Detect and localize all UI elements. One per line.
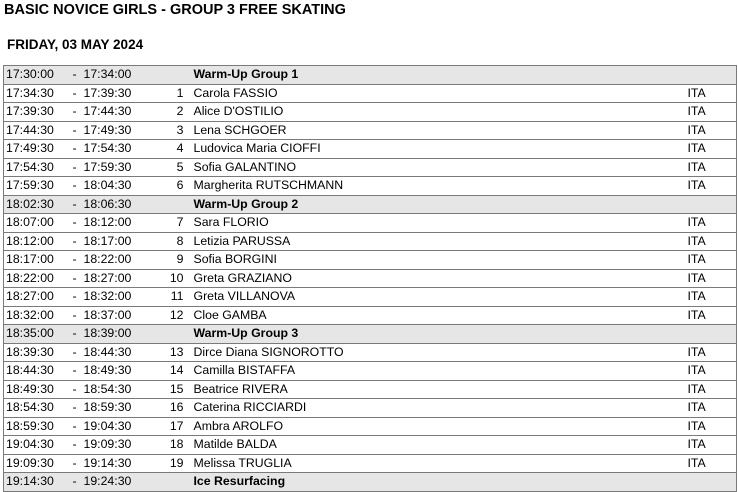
time-separator-cell: -: [68, 473, 82, 492]
schedule-band-row: [4, 66, 737, 85]
end-time-cell: 18:22:00: [82, 251, 164, 270]
start-number-cell: 7: [164, 214, 188, 233]
start-time-cell: 18:59:30: [4, 417, 68, 436]
start-time-cell: 18:35:00: [4, 325, 68, 344]
nation-cell: ITA: [688, 158, 737, 177]
nation-cell: ITA: [688, 121, 737, 140]
end-time-cell: 18:32:00: [82, 288, 164, 307]
skater-name-cell: Beatrice RIVERA: [188, 380, 688, 399]
skater-name-cell: Greta GRAZIANO: [188, 269, 688, 288]
skater-name-cell: Sofia GALANTINO: [188, 158, 688, 177]
time-separator-cell: -: [68, 158, 82, 177]
start-number-cell: [164, 195, 188, 214]
nation-cell: [688, 195, 737, 214]
band-label-cell: Warm-Up Group 3: [188, 325, 688, 344]
nation-cell: ITA: [688, 232, 737, 251]
end-time-cell: 18:27:00: [82, 269, 164, 288]
schedule-row: [4, 454, 737, 473]
end-time-cell: 19:09:30: [82, 436, 164, 455]
start-time-cell: 17:44:30: [4, 121, 68, 140]
time-separator-cell: -: [68, 436, 82, 455]
end-time-cell: 18:04:30: [82, 177, 164, 196]
band-label-cell: Warm-Up Group 1: [188, 66, 688, 85]
time-separator-cell: -: [68, 306, 82, 325]
start-number-cell: 6: [164, 177, 188, 196]
nation-cell: ITA: [688, 251, 737, 270]
end-time-cell: 18:49:30: [82, 362, 164, 381]
nation-cell: ITA: [688, 417, 737, 436]
start-number-cell: [164, 473, 188, 492]
start-number-cell: 18: [164, 436, 188, 455]
end-time-cell: 17:34:00: [82, 66, 164, 85]
start-number-cell: 1: [164, 84, 188, 103]
end-time-cell: 17:59:30: [82, 158, 164, 177]
schedule-row: [4, 343, 737, 362]
event-date: FRIDAY, 03 MAY 2024: [7, 37, 144, 52]
schedule-row: [4, 158, 737, 177]
nation-cell: ITA: [688, 177, 737, 196]
nation-cell: ITA: [688, 454, 737, 473]
start-time-cell: 17:59:30: [4, 177, 68, 196]
schedule-row: [4, 399, 737, 418]
start-time-cell: 18:17:00: [4, 251, 68, 270]
start-time-cell: 17:49:30: [4, 140, 68, 159]
schedule-band-row: [4, 195, 737, 214]
nation-cell: [688, 325, 737, 344]
start-number-cell: 19: [164, 454, 188, 473]
nation-cell: ITA: [688, 84, 737, 103]
schedule-table: [3, 65, 737, 492]
nation-cell: ITA: [688, 269, 737, 288]
start-number-cell: 10: [164, 269, 188, 288]
nation-cell: ITA: [688, 214, 737, 233]
time-separator-cell: -: [68, 269, 82, 288]
start-number-cell: 5: [164, 158, 188, 177]
end-time-cell: 19:14:30: [82, 454, 164, 473]
start-number-cell: 15: [164, 380, 188, 399]
end-time-cell: 18:39:00: [82, 325, 164, 344]
end-time-cell: 19:24:30: [82, 473, 164, 492]
start-time-cell: 18:12:00: [4, 232, 68, 251]
schedule-row: [4, 140, 737, 159]
start-time-cell: 18:39:30: [4, 343, 68, 362]
time-separator-cell: -: [68, 214, 82, 233]
end-time-cell: 18:44:30: [82, 343, 164, 362]
nation-cell: [688, 473, 737, 492]
end-time-cell: 18:12:00: [82, 214, 164, 233]
end-time-cell: 17:49:30: [82, 121, 164, 140]
start-number-cell: 2: [164, 103, 188, 122]
time-separator-cell: -: [68, 343, 82, 362]
start-time-cell: 18:02:30: [4, 195, 68, 214]
start-time-cell: 18:27:00: [4, 288, 68, 307]
time-separator-cell: -: [68, 380, 82, 399]
time-separator-cell: -: [68, 399, 82, 418]
time-separator-cell: -: [68, 140, 82, 159]
start-time-cell: 17:54:30: [4, 158, 68, 177]
time-separator-cell: -: [68, 251, 82, 270]
skater-name-cell: Sara FLORIO: [188, 214, 688, 233]
start-number-cell: 17: [164, 417, 188, 436]
start-number-cell: 8: [164, 232, 188, 251]
skater-name-cell: Ludovica Maria CIOFFI: [188, 140, 688, 159]
start-time-cell: 19:04:30: [4, 436, 68, 455]
skater-name-cell: Greta VILLANOVA: [188, 288, 688, 307]
skater-name-cell: Dirce Diana SIGNOROTTO: [188, 343, 688, 362]
band-label-cell: Ice Resurfacing: [188, 473, 688, 492]
end-time-cell: 19:04:30: [82, 417, 164, 436]
nation-cell: ITA: [688, 362, 737, 381]
end-time-cell: 18:17:00: [82, 232, 164, 251]
start-time-cell: 18:49:30: [4, 380, 68, 399]
start-time-cell: 17:30:00: [4, 66, 68, 85]
skater-name-cell: Letizia PARUSSA: [188, 232, 688, 251]
schedule-band-row: [4, 473, 737, 492]
schedule-body: [4, 66, 737, 492]
skater-name-cell: Sofia BORGINI: [188, 251, 688, 270]
skater-name-cell: Caterina RICCIARDI: [188, 399, 688, 418]
skater-name-cell: Margherita RUTSCHMANN: [188, 177, 688, 196]
schedule-row: [4, 306, 737, 325]
time-separator-cell: -: [68, 362, 82, 381]
schedule-row: [4, 214, 737, 233]
start-number-cell: 12: [164, 306, 188, 325]
start-time-cell: 18:22:00: [4, 269, 68, 288]
schedule-row: [4, 288, 737, 307]
start-time-cell: 17:34:30: [4, 84, 68, 103]
start-time-cell: 17:39:30: [4, 103, 68, 122]
start-time-cell: 19:14:30: [4, 473, 68, 492]
nation-cell: ITA: [688, 436, 737, 455]
schedule-row: [4, 232, 737, 251]
schedule-row: [4, 417, 737, 436]
time-separator-cell: -: [68, 121, 82, 140]
nation-cell: ITA: [688, 288, 737, 307]
skater-name-cell: Lena SCHGOER: [188, 121, 688, 140]
start-time-cell: 18:54:30: [4, 399, 68, 418]
time-separator-cell: -: [68, 288, 82, 307]
end-time-cell: 18:54:30: [82, 380, 164, 399]
schedule-row: [4, 362, 737, 381]
time-separator-cell: -: [68, 195, 82, 214]
schedule-row: [4, 121, 737, 140]
start-number-cell: 3: [164, 121, 188, 140]
start-time-cell: 18:32:00: [4, 306, 68, 325]
nation-cell: ITA: [688, 306, 737, 325]
end-time-cell: 18:59:30: [82, 399, 164, 418]
end-time-cell: 18:37:00: [82, 306, 164, 325]
skater-name-cell: Cloe GAMBA: [188, 306, 688, 325]
time-separator-cell: -: [68, 177, 82, 196]
start-time-cell: 18:07:00: [4, 214, 68, 233]
schedule-row: [4, 436, 737, 455]
skater-name-cell: Alice D'OSTILIO: [188, 103, 688, 122]
skater-name-cell: Carola FASSIO: [188, 84, 688, 103]
start-number-cell: 14: [164, 362, 188, 381]
nation-cell: ITA: [688, 343, 737, 362]
end-time-cell: 17:44:30: [82, 103, 164, 122]
time-separator-cell: -: [68, 103, 82, 122]
start-time-cell: 19:09:30: [4, 454, 68, 473]
schedule-row: [4, 251, 737, 270]
end-time-cell: 17:39:30: [82, 84, 164, 103]
start-number-cell: 16: [164, 399, 188, 418]
time-separator-cell: -: [68, 84, 82, 103]
nation-cell: ITA: [688, 140, 737, 159]
time-separator-cell: -: [68, 232, 82, 251]
schedule-row: [4, 84, 737, 103]
nation-cell: ITA: [688, 103, 737, 122]
end-time-cell: 18:06:30: [82, 195, 164, 214]
schedule-row: [4, 380, 737, 399]
page-title: BASIC NOVICE GIRLS - GROUP 3 FREE SKATING: [4, 2, 346, 18]
start-number-cell: 9: [164, 251, 188, 270]
skater-name-cell: Camilla BISTAFFA: [188, 362, 688, 381]
skater-name-cell: Melissa TRUGLIA: [188, 454, 688, 473]
time-separator-cell: -: [68, 454, 82, 473]
nation-cell: ITA: [688, 380, 737, 399]
schedule-band-row: [4, 325, 737, 344]
schedule-row: [4, 177, 737, 196]
start-time-cell: 18:44:30: [4, 362, 68, 381]
start-number-cell: 4: [164, 140, 188, 159]
end-time-cell: 17:54:30: [82, 140, 164, 159]
nation-cell: [688, 66, 737, 85]
start-number-cell: 13: [164, 343, 188, 362]
schedule-row: [4, 103, 737, 122]
time-separator-cell: -: [68, 417, 82, 436]
time-separator-cell: -: [68, 66, 82, 85]
skater-name-cell: Matilde BALDA: [188, 436, 688, 455]
nation-cell: ITA: [688, 399, 737, 418]
skater-name-cell: Ambra AROLFO: [188, 417, 688, 436]
start-number-cell: [164, 325, 188, 344]
band-label-cell: Warm-Up Group 2: [188, 195, 688, 214]
schedule-row: [4, 269, 737, 288]
start-number-cell: [164, 66, 188, 85]
time-separator-cell: -: [68, 325, 82, 344]
start-number-cell: 11: [164, 288, 188, 307]
